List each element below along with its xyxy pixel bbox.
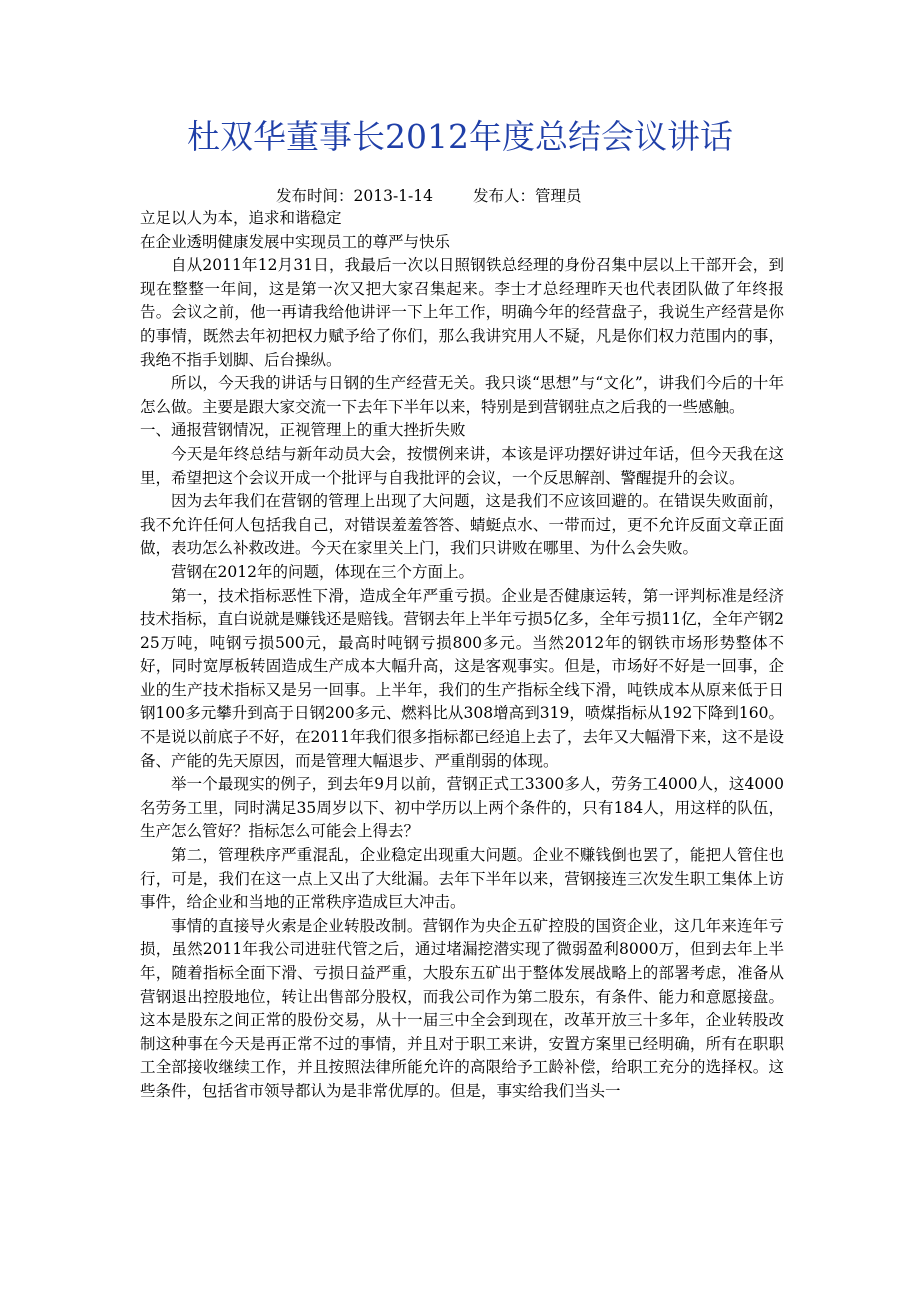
- publish-info: [276, 185, 582, 207]
- subtitle-line: 立足以人为本，追求和谐稳定: [140, 209, 342, 227]
- body-paragraph: 第一，技术指标恶性下滑，造成全年严重亏损。企业是否健康运转，第一评判标准是经济技术指标，直白说就是赚钱还是赔钱。营钢去年上半年亏损5亿多，全年亏损11亿，全年产钢225万吨，吨钢亏损500元，最高时吨钢亏损800多元。当然2012年的钢铁市场形势整体不好，同时宽厚板转固造成生产成本大幅升高，这是客观事实。但是，市场好不好是一回事，企业的生产技术指标又是另一回事。上半年，我们的生产指标全线下滑，吨铁成本从原来低于日钢100多元攀升到高于日钢200多元、燃料比从308增高到319，喷煤指标从192下降到160。不是说以前底子不好，在2011年我们很多指标都已经追上去了，去年又大幅滑下来，这不是设备、产能的先天原因，而是管理大幅退步、严重削弱的体现。: [140, 586, 784, 770]
- body-paragraph: 举一个最现实的例子，到去年9月以前，营钢正式工3300多人，劳务工4000人，这4000名劳务工里，同时满足35周岁以下、初中学历以上两个条件的，只有184人，用这样的队伍，生产怎么管好？指标怎么可能会上得去？: [140, 775, 784, 841]
- publish-time: 发布时间：2013-1-14: [276, 187, 434, 205]
- body-paragraph: 自从2011年12月31日，我最后一次以日照钢铁总经理的身份召集中层以上干部开会，到现在整整一年间，这是第一次又把大家召集起来。李士才总经理昨天也代表团队做了年终报告。会议之前，他一再请我给他讲评一下上年工作，明确今年的经营盘子，我说生产经营是你的事情，既然去年初把权力赋予给了你们，那么我讲究用人不疑，凡是你们权力范围内的事，我绝不指手划脚、后台操纵。: [140, 256, 784, 369]
- body-paragraph: 事情的直接导火索是企业转股改制。营钢作为央企五矿控股的国资企业，这几年来连年亏损，虽然2011年我公司进驻代管之后，通过堵漏挖潜实现了微弱盈利8000万，但到去年上半年，随着指标全面下滑、亏损日益严重，大股东五矿出于整体发展战略上的部署考虑，准备从营钢退出控股地位，转让出售部分股权，而我公司作为第二股东，有条件、能力和意愿接盘。这本是股东之间正常的股份交易，从十一届三中全会到现在，改革开放三十多年，企业转股改制这种事在今天是再正常不过的事情，并且对于职工来讲，安置方案里已经明确，所有在职职工全部接收继续工作，并且按照法律所能允许的高限给予工龄补偿，给职工充分的选择权。这些条件，包括省市领导都认为是非常优厚的。但是，事实给我们当头一: [140, 916, 784, 1100]
- publisher: 发布人：管理员: [473, 187, 582, 205]
- section-heading: 一、通报营钢情况，正视管理上的重大挫折失败: [140, 421, 466, 440]
- body-paragraph: 营钢在2012年的问题，体现在三个方面上。: [171, 562, 474, 581]
- subtitle-line: 在企业透明健康发展中实现员工的尊严与快乐: [140, 232, 451, 251]
- body-paragraph: 因为去年我们在营钢的管理上出现了大问题，这是我们不应该回避的。在错误失败面前，我不允许任何人包括我自己，对错误羞羞答答、蜻蜓点水、一带而过，更不允许反面文章正面做，表功怎么补救改进。今天在家里关上门，我们只讲败在哪里、为什么会失败。: [140, 492, 784, 558]
- body-paragraph: 今天是年终总结与新年动员大会，按惯例来讲，本该是评功摆好讲过年话，但今天我在这里，希望把这个会议开成一个批评与自我批评的会议，一个反思解剖、警醒提升的会议。: [140, 444, 784, 487]
- document-body: [140, 207, 784, 1104]
- body-paragraph: 第二，管理秩序严重混乱，企业稳定出现重大问题。企业不赚钱倒也罢了，能把人管住也行，可是，我们在这一点上又出了大纰漏。去年下半年以来，营钢接连三次发生职工集体上访事件，给企业和当地的正常秩序造成巨大冲击。: [140, 846, 784, 912]
- body-paragraph: 所以，今天我的讲话与日钢的生产经营无关。我只谈“思想”与“文化”，讲我们今后的十年怎么做。主要是跟大家交流一下去年下半年以来，特别是到营钢驻点之后我的一些感触。: [140, 374, 784, 416]
- document-title: 杜双华董事长2012年度总结会议讲话: [187, 117, 733, 156]
